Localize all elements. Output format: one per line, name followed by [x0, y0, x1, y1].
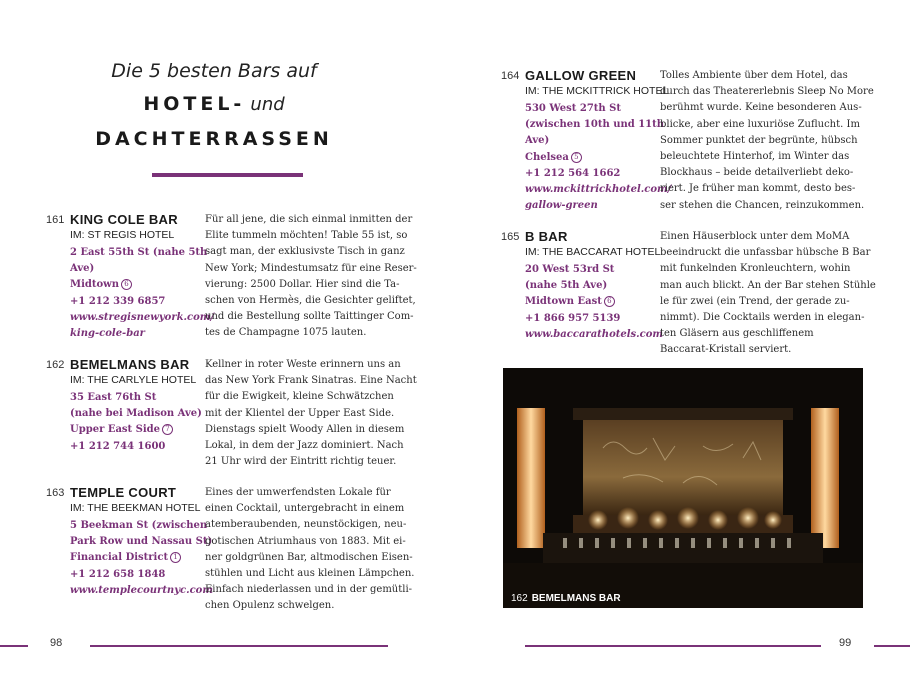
address-line: Park Row und Nassau St) — [70, 536, 213, 548]
district-number-badge: 6 — [604, 296, 615, 307]
website-link[interactable]: www.templecourtnyc.com — [70, 584, 213, 596]
title-line-2-italic: und — [250, 94, 285, 115]
entry-name: BEMELMANS BAR — [70, 357, 190, 372]
entry-hotel: IM: THE MCKITTRICK HOTEL — [525, 85, 669, 97]
entry-number: 164 — [501, 70, 520, 82]
address-line: (nahe bei Madison Ave) — [70, 408, 202, 420]
page-number-right: 99 — [839, 637, 852, 649]
phone: +1 212 339 6857 — [70, 295, 166, 307]
district: Midtown East 6 — [525, 294, 655, 310]
address-line: 2 East 55th St (nahe 5th — [70, 247, 208, 258]
phone: +1 212 658 1848 — [70, 568, 166, 580]
page-title — [88, 58, 340, 152]
address-line: Ave) — [70, 263, 95, 275]
entry-info — [70, 245, 214, 342]
phone: +1 866 957 5139 — [525, 312, 621, 324]
page-number-left: 98 — [50, 637, 63, 649]
right-light-pillar — [811, 408, 839, 548]
entry-164-description: Tolles Ambiente über dem Hotel, das durch das Theatererlebnis Sleep No More berühmt wurde. Keine besonderen Aus- blicke, aber eine luxuriöse Zuflucht. Im Sommer punktet der begrünte, hübsch beleuchtete Hinterhof, im Winter das Blockhaus – beide detailverliebt deko- riert. Je früher man kommt, desto bes- ser stehen die Chancen, reinzukommen. — [660, 70, 874, 211]
bar-photo-illustration — [503, 368, 863, 608]
district-number-badge: 6 — [121, 279, 132, 290]
district-number-badge: 5 — [571, 152, 582, 163]
entry-name: B BAR — [525, 229, 568, 244]
title-line-3: DACHTERRASSEN — [95, 128, 333, 150]
bar-counter — [543, 533, 823, 563]
entry-name: KING COLE BAR — [70, 212, 178, 227]
footer-rule-right-outer — [874, 645, 910, 647]
district: Financial District 1 — [70, 550, 200, 566]
website-link[interactable]: www.baccarathotels.com — [525, 328, 663, 340]
footer-rule-left-inner — [90, 645, 388, 647]
left-light-pillar — [517, 408, 545, 548]
title-line-1: Die 5 besten Bars auf — [111, 60, 317, 82]
address-line: (zwischen 10th und 11th — [525, 119, 665, 131]
entry-number: 163 — [46, 487, 65, 499]
footer-rule-right-inner — [525, 645, 821, 647]
website-link[interactable]: www.mckittrickhotel.com/ — [525, 184, 672, 196]
district-number-badge: 1 — [170, 552, 181, 563]
website-link[interactable]: king-cole-bar — [70, 328, 145, 340]
address-line: Ave) — [525, 135, 550, 147]
title-line-2 — [88, 91, 340, 118]
address-line: 35 East 76th St — [70, 392, 157, 403]
address-line: 530 West 27th St — [525, 103, 621, 114]
entry-162-description: Kellner in roter Weste erinnern uns an das New York Frank Sinatras. Eine Nacht für die Ewigkeit, kleine Schwätzchen mit der Klientel der Upper East Side. Dienstags spielt Woody Allen in diesem Lokal, in dem der Jazz dominiert. Nach 21 Uhr wird der Eintritt richtig teuer. — [205, 359, 417, 468]
address-line: (nahe 5th Ave) — [525, 280, 608, 292]
district: Chelsea 5 — [525, 150, 655, 166]
entry-hotel: IM: ST REGIS HOTEL — [70, 229, 175, 241]
phone: +1 212 744 1600 — [70, 440, 166, 452]
footer-rule-left-outer — [0, 645, 28, 647]
address-line: 5 Beekman St (zwischen — [70, 520, 208, 531]
entry-info — [70, 390, 200, 455]
entry-info — [525, 101, 672, 214]
website-link[interactable]: gallow-green — [525, 200, 598, 212]
entry-info — [70, 518, 213, 599]
photo-caption-name: BEMELMANS BAR — [531, 593, 621, 604]
website-link[interactable]: www.stregisnewyork.com/ — [70, 311, 214, 323]
entry-165-description: Einen Häuserblock unter dem MoMA beeindruckt die unfassbar hübsche B Bar mit funkelnden Kronleuchtern, wohin man auch blickt. An der Bar stehen Stühle le für zwei (ein Trend, der gerade zu- nimmt). Die Cocktails werden in elegan- ten Gläsern aus geschliffenem Baccarat-Kristall serviert. — [660, 231, 876, 356]
entry-name: GALLOW GREEN — [525, 68, 637, 83]
mural — [583, 420, 783, 515]
right-page — [455, 0, 910, 682]
phone: +1 212 564 1662 — [525, 167, 621, 179]
title-line-2-caps: HOTEL- — [143, 93, 246, 115]
entry-161-description: Für all jene, die sich einmal inmitten der Elite tummeln möchten! Table 55 ist, so sagt man, der exklusivste Tisch in ganz New York; Mindestumsatz für eine Reser- vierung: 2500 Dollar. Hier sind die Ta- schen von Hermès, die Gesichter geliftet, und die Bestellung sollte Taittinger Com- tes de Champagne 1075 lauten. — [205, 214, 417, 339]
entry-hotel: IM: THE BEEKMAN HOTEL — [70, 502, 201, 514]
entry-info — [525, 262, 663, 343]
address-line: 20 West 53rd St — [525, 264, 615, 275]
district-number-badge: 7 — [162, 424, 173, 435]
entry-hotel: IM: THE CARLYLE HOTEL — [70, 374, 197, 386]
entry-number: 165 — [501, 231, 520, 243]
photo-caption — [511, 593, 621, 604]
district: Upper East Side 7 — [70, 422, 200, 438]
title-divider — [152, 173, 303, 177]
entry-hotel: IM: THE BACCARAT HOTEL — [525, 246, 661, 258]
entry-163-description: Eines der umwerfendsten Lokale für einen Cocktail, untergebracht in einem atemberaubenden, neunstöckigen, neu- gotischen Atriumhaus von 1883. Mit ei- ner goldgrünen Bar, altmodischen Eisen- stühlen und Licht aus kleinen Lämpchen. Einfach niederlassen und in der gemütli- chen Opulenz schwelgen. — [205, 487, 415, 612]
entry-number: 161 — [46, 214, 65, 226]
photo-caption-number: 162 — [511, 593, 528, 604]
entry-number: 162 — [46, 359, 65, 371]
entry-name: TEMPLE COURT — [70, 485, 177, 500]
district: Midtown 6 — [70, 277, 200, 293]
bar-photo — [503, 368, 863, 608]
